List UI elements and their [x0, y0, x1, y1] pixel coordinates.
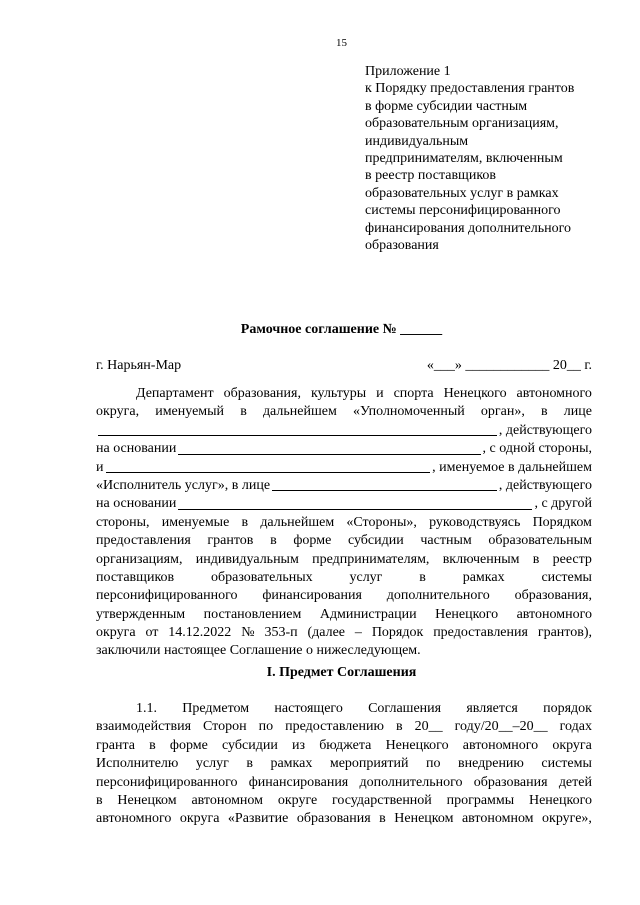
text-span: автономного округа «Развитие образования в Ненецком автономном округе», — [96, 811, 592, 827]
appendix-line: к Порядку предоставления грантов — [365, 81, 575, 97]
appendix-line: предпринимателям, включенным — [365, 151, 563, 167]
page-number: 15 — [336, 37, 347, 49]
blank-field — [178, 509, 532, 510]
blank-field — [272, 490, 497, 491]
appendix-line: финансирования дополнительного — [365, 220, 572, 236]
text-span: утвержденным постановлением Администрации Ненецкого автономного — [96, 606, 592, 622]
text-line — [96, 810, 592, 828]
text-span: персонифицированного финансирования дополнительного образования, — [96, 588, 592, 604]
text-span: на основании — [96, 496, 177, 512]
text-line — [96, 459, 592, 477]
preamble — [96, 385, 592, 661]
text-line — [96, 477, 592, 495]
text-line — [96, 551, 592, 569]
text-line — [96, 700, 592, 718]
text-span: стороны, именуемые в дальнейшем «Стороны», руководствуясь Порядком — [96, 514, 592, 530]
text-span: заключили настоящее Соглашение о нижеследующем. — [96, 643, 421, 659]
appendix-line: системы персонифицированного — [365, 203, 561, 219]
appendix-line: образовательным организациям, — [365, 116, 559, 132]
blank-field — [98, 435, 497, 436]
text-line — [96, 774, 592, 792]
blank-field — [178, 454, 480, 455]
section-1-body — [96, 700, 592, 829]
text-line — [96, 532, 592, 550]
text-span: на основании — [96, 441, 177, 457]
text-line — [96, 718, 592, 736]
appendix-line: в реестр поставщиков — [365, 168, 497, 184]
text-span: , действующего — [498, 477, 592, 493]
text-span: , именуемое в дальнейшем — [432, 459, 592, 475]
date-placeholder: «___» ____________ 20__ г. — [426, 358, 592, 373]
text-span: предоставления грантов в форме субсидии частным образовательным — [96, 533, 592, 549]
text-line — [96, 606, 592, 624]
text-line — [96, 385, 592, 403]
text-span: Исполнителю услуг в рамках мероприятий по внедрению системы — [96, 756, 592, 772]
text-line — [96, 792, 592, 810]
appendix-line: в форме субсидии частным — [365, 98, 528, 114]
text-line — [96, 514, 592, 532]
text-span: 1.1. Предметом настоящего Соглашения является порядок — [136, 701, 592, 716]
text-span: округа от 14.12.2022 № 353-п (далее – Порядок предоставления грантов), — [96, 625, 592, 641]
document-title: Рамочное соглашение № ______ — [240, 322, 443, 337]
text-span: округа, именуемый в дальнейшем «Уполномоченный орган», в лице — [96, 404, 592, 420]
text-line — [96, 642, 592, 660]
text-line — [96, 737, 592, 755]
text-span: , действующего — [498, 422, 592, 438]
text-span: «Исполнитель услуг», в лице — [96, 477, 271, 493]
text-line — [96, 569, 592, 587]
text-span: персонифицированного финансирования дополнительного образования детей — [96, 774, 592, 790]
text-span: Департамент образования, культуры и спорта Ненецкого автономного — [136, 386, 592, 401]
text-line — [96, 422, 592, 440]
appendix-line: образовательных услуг в рамках — [365, 185, 559, 201]
text-line — [96, 495, 592, 513]
blank-field — [106, 472, 431, 473]
text-span: , с одной стороны, — [482, 441, 592, 457]
text-span: организациям, индивидуальным предпринимателям, включенным в реестр — [96, 551, 592, 567]
section-title: I. Предмет Соглашения — [266, 665, 417, 680]
text-line — [96, 624, 592, 642]
text-span: , с другой — [534, 496, 592, 512]
text-line — [96, 587, 592, 605]
appendix-line: образования — [365, 238, 439, 254]
appendix-line: Приложение 1 — [365, 64, 451, 79]
text-span: в Ненецком автономном округе государственной программы Ненецкого — [96, 792, 592, 808]
city-label: г. Нарьян-Мар — [96, 358, 182, 373]
text-span: поставщиков образовательных услуг в рамках системы — [96, 569, 592, 585]
appendix-header — [365, 63, 615, 254]
text-span: гранта в форме субсидии из бюджета Ненецкого автономного округа — [96, 737, 592, 753]
appendix-line: индивидуальным — [365, 133, 469, 149]
text-span: и — [96, 459, 104, 475]
text-line — [96, 403, 592, 421]
text-line — [96, 440, 592, 458]
text-span: взаимодействия Сторон по предоставлению в 20__ году/20__–20__ годах — [96, 719, 592, 735]
text-line — [96, 755, 592, 773]
